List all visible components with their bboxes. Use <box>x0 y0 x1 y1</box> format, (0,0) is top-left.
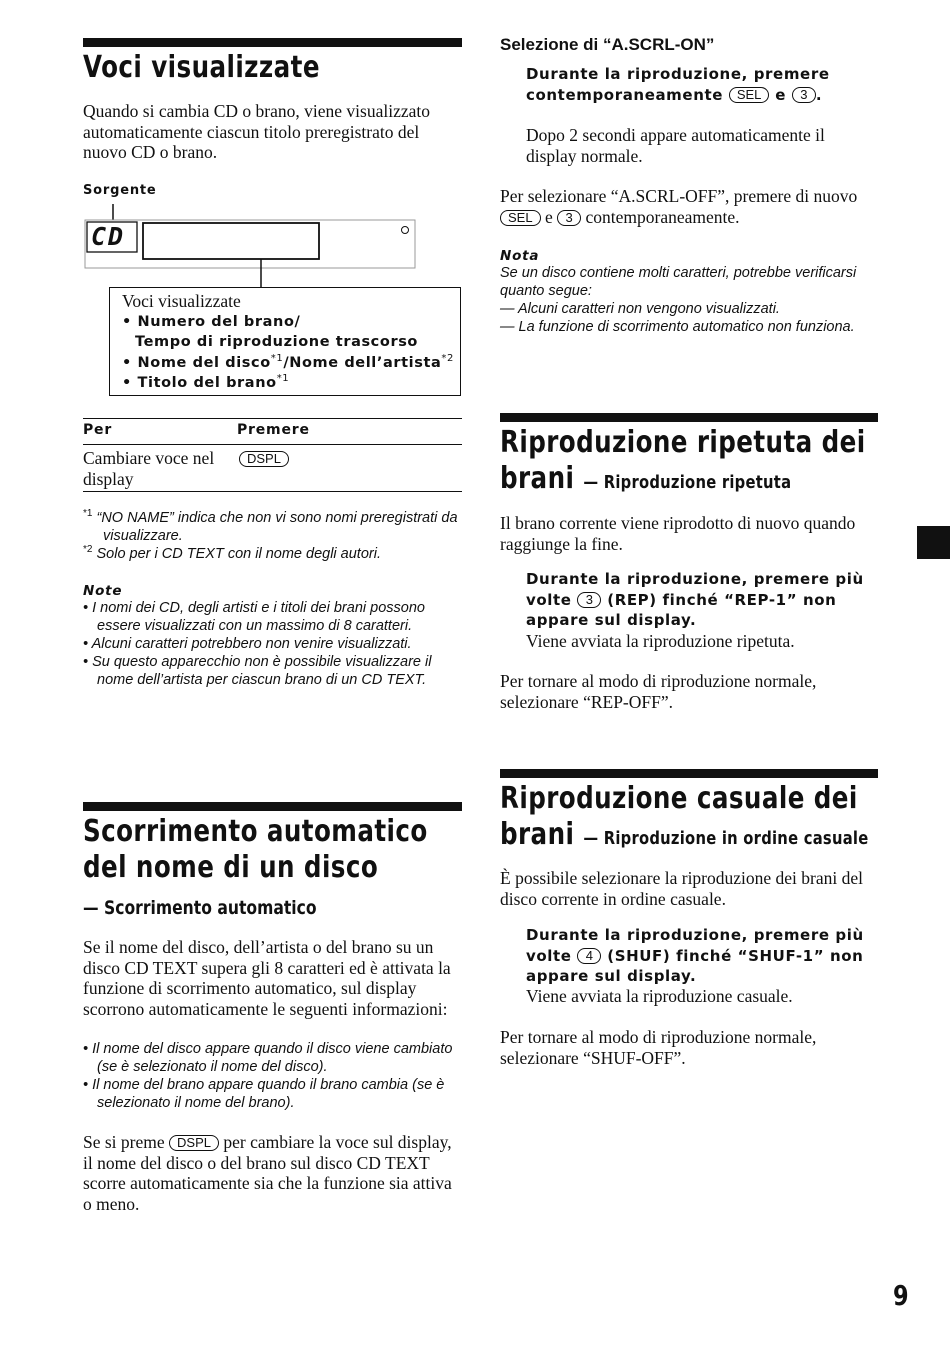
note-item: • Alcuni caratteri potrebbero non venire visualizzati. <box>83 636 412 652</box>
section-rule <box>500 413 878 422</box>
repeat-step <box>526 569 878 631</box>
title-line-1: Riproduzione ripetuta dei <box>500 425 866 460</box>
section-rule <box>83 38 462 47</box>
title-line-1: Riproduzione casuale dei <box>500 781 858 816</box>
note-item: • I nomi dei CD, degli artisti e i titoli dei brani possono essere visualizzati con un massimo di 8 caratteri. <box>83 600 425 634</box>
footnote-1-text: “NO NAME” indica che non vi sono nomi preregistrati da visualizzare. <box>96 510 458 544</box>
section-title-casuale <box>500 781 868 857</box>
repeat-result: Viene avviata la riproduzione ripetuta. <box>526 631 795 651</box>
box-item-2-b: /Nome dell’artista <box>283 354 442 371</box>
box-item-2-a: • Nome del disco <box>122 354 271 371</box>
scroll-bullets <box>83 1040 462 1112</box>
nota-block <box>500 248 878 336</box>
repeat-body: Il brano corrente viene riprodotto di nuovo quando raggiunge la fine. <box>500 513 856 554</box>
source-label: Sorgente <box>83 183 157 198</box>
nota-item: — Alcuni caratteri non vengono visualizzati. <box>500 301 780 317</box>
notes-title: Note <box>83 583 123 599</box>
table-row <box>83 445 462 492</box>
title-line-1: Scorrimento automatico <box>83 814 428 849</box>
lcd-source-text: CD <box>91 222 126 251</box>
section-title-scorrimento <box>83 814 428 886</box>
ascrl-result: Dopo 2 secondi appare automaticamente il display normale. <box>526 125 825 166</box>
section-title-voci: Voci visualizzate <box>83 50 320 85</box>
title-line-2: brani <box>500 461 575 496</box>
off-text-b: contemporaneamente. <box>585 206 740 227</box>
shuffle-result: Viene avviata la riproduzione casuale. <box>526 986 793 1006</box>
intro-text: Quando si cambia CD o brano, viene visualizzato automaticamente ciascun titolo preregistrato del nuovo CD o brano. <box>83 101 430 162</box>
section-rule <box>500 769 878 778</box>
shuffle-step <box>526 925 878 987</box>
box-item-1b: Tempo di riproduzione trascorso <box>135 334 418 350</box>
dspl-key: DSPL <box>239 451 289 467</box>
scroll-bullet: • Il nome del brano appare quando il brano cambia (se è selezionato il nome del brano). <box>83 1077 445 1111</box>
nota-intro: Se un disco contiene molti caratteri, potrebbe verificarsi quanto segue: <box>500 265 857 299</box>
step-text-a: Durante la riproduzione, premere più volte <box>526 570 864 609</box>
repeat-outro: Per tornare al modo di riproduzione normale, selezionare “REP-OFF”. <box>500 671 817 712</box>
scroll-body: Se il nome del disco, dell’artista o del brano su un disco CD TEXT supera gli 8 caratteri ed è attivata la funzione di scorrimento automatico, sul display scorrono automaticamente le seguenti informazioni: <box>83 937 451 1019</box>
step-text-b: (SHUF) finché “SHUF-1” non appare sul display. <box>526 946 864 985</box>
scroll-outro <box>83 1132 462 1214</box>
outro-text-a: Se si preme <box>83 1132 165 1152</box>
footnote-1 <box>83 509 462 545</box>
box-item-1: • Numero del brano/ <box>122 313 301 330</box>
footnote-ref: *2 <box>441 352 454 364</box>
step-text-a: Durante la riproduzione, premere più volte <box>526 926 864 965</box>
display-diagram <box>83 202 418 292</box>
footnote-2-mark: *2 <box>83 544 93 556</box>
off-text-a: Per selezionare “A.SCRL-OFF”, premere di nuovo <box>500 186 858 206</box>
box-item-3-a: • Titolo del brano <box>122 375 277 391</box>
display-items-box <box>109 287 461 396</box>
step-text-b: (REP) finché “REP-1” non appare sul display. <box>526 590 837 629</box>
nota-list <box>500 300 878 336</box>
title-line-2: brani <box>500 817 575 852</box>
section-subtitle: — Riproduzione ripetuta <box>583 472 792 493</box>
table-header <box>83 418 462 445</box>
scroll-bullet: • Il nome del disco appare quando il disco viene cambiato (se è selezionato il nome del disco). <box>83 1041 453 1075</box>
number-4-key: 4 <box>577 948 601 964</box>
table-head-premere: Premere <box>237 422 310 438</box>
dspl-key: DSPL <box>169 1135 219 1151</box>
function-table <box>83 418 462 492</box>
step-text: Durante la riproduzione, premere contemporaneamente <box>526 65 830 104</box>
number-3-key: 3 <box>557 210 581 226</box>
table-cell-action: Cambiare voce nel display <box>83 448 215 489</box>
chapter-tab-marker <box>917 526 950 559</box>
notes-list <box>83 599 462 689</box>
number-3-key: 3 <box>792 87 816 103</box>
section-rule <box>83 802 462 811</box>
shuffle-body: È possibile selezionare la riproduzione dei brani del disco corrente in ordine casuale. <box>500 868 863 909</box>
ascrl-off <box>500 186 878 227</box>
shuffle-outro: Per tornare al modo di riproduzione normale, selezionare “SHUF-OFF”. <box>500 1027 817 1068</box>
ascrl-step <box>526 64 876 105</box>
box-item-2 <box>122 353 460 374</box>
title-line-2: del nome di un disco <box>83 850 379 885</box>
table-head-per: Per <box>83 422 113 438</box>
sel-key: SEL <box>729 87 770 103</box>
footnote-1-mark: *1 <box>83 508 93 520</box>
notes-block <box>83 583 462 689</box>
section-subtitle: — Scorrimento automatico <box>83 897 317 919</box>
box-item-3 <box>122 373 460 394</box>
step-end: . <box>815 85 823 104</box>
footnote-2-text: Solo per i CD TEXT con il nome degli autori. <box>96 546 381 562</box>
nota-title: Nota <box>500 248 540 264</box>
number-3-key: 3 <box>577 592 601 608</box>
display-illustration <box>83 202 418 292</box>
and-text: e <box>544 206 553 227</box>
footnote-ref: *1 <box>270 352 284 364</box>
section-subtitle: — Riproduzione in ordine casuale <box>583 828 869 849</box>
and-text: e <box>775 85 787 104</box>
footnotes <box>83 509 462 563</box>
nota-item: — La funzione di scorrimento automatico non funziona. <box>500 319 855 335</box>
page-number: 9 <box>893 1279 909 1312</box>
footnote-2 <box>83 545 462 563</box>
outro-text-b: per cambiare la voce sul display, il nome del disco o del brano sul disco CD TEXT scorre automaticamente sia che la funzione sia attiva o meno. <box>83 1132 452 1214</box>
sel-key: SEL <box>500 210 541 226</box>
ascrl-heading: Selezione di “A.SCRL-ON” <box>500 35 715 54</box>
box-title: Voci visualizzate <box>122 291 241 311</box>
note-item: • Su questo apparecchio non è possibile visualizzare il nome dell’artista per ciascun brano di un CD TEXT. <box>83 654 432 688</box>
footnote-ref: *1 <box>276 373 290 385</box>
section-title-ripetuta <box>500 425 866 501</box>
